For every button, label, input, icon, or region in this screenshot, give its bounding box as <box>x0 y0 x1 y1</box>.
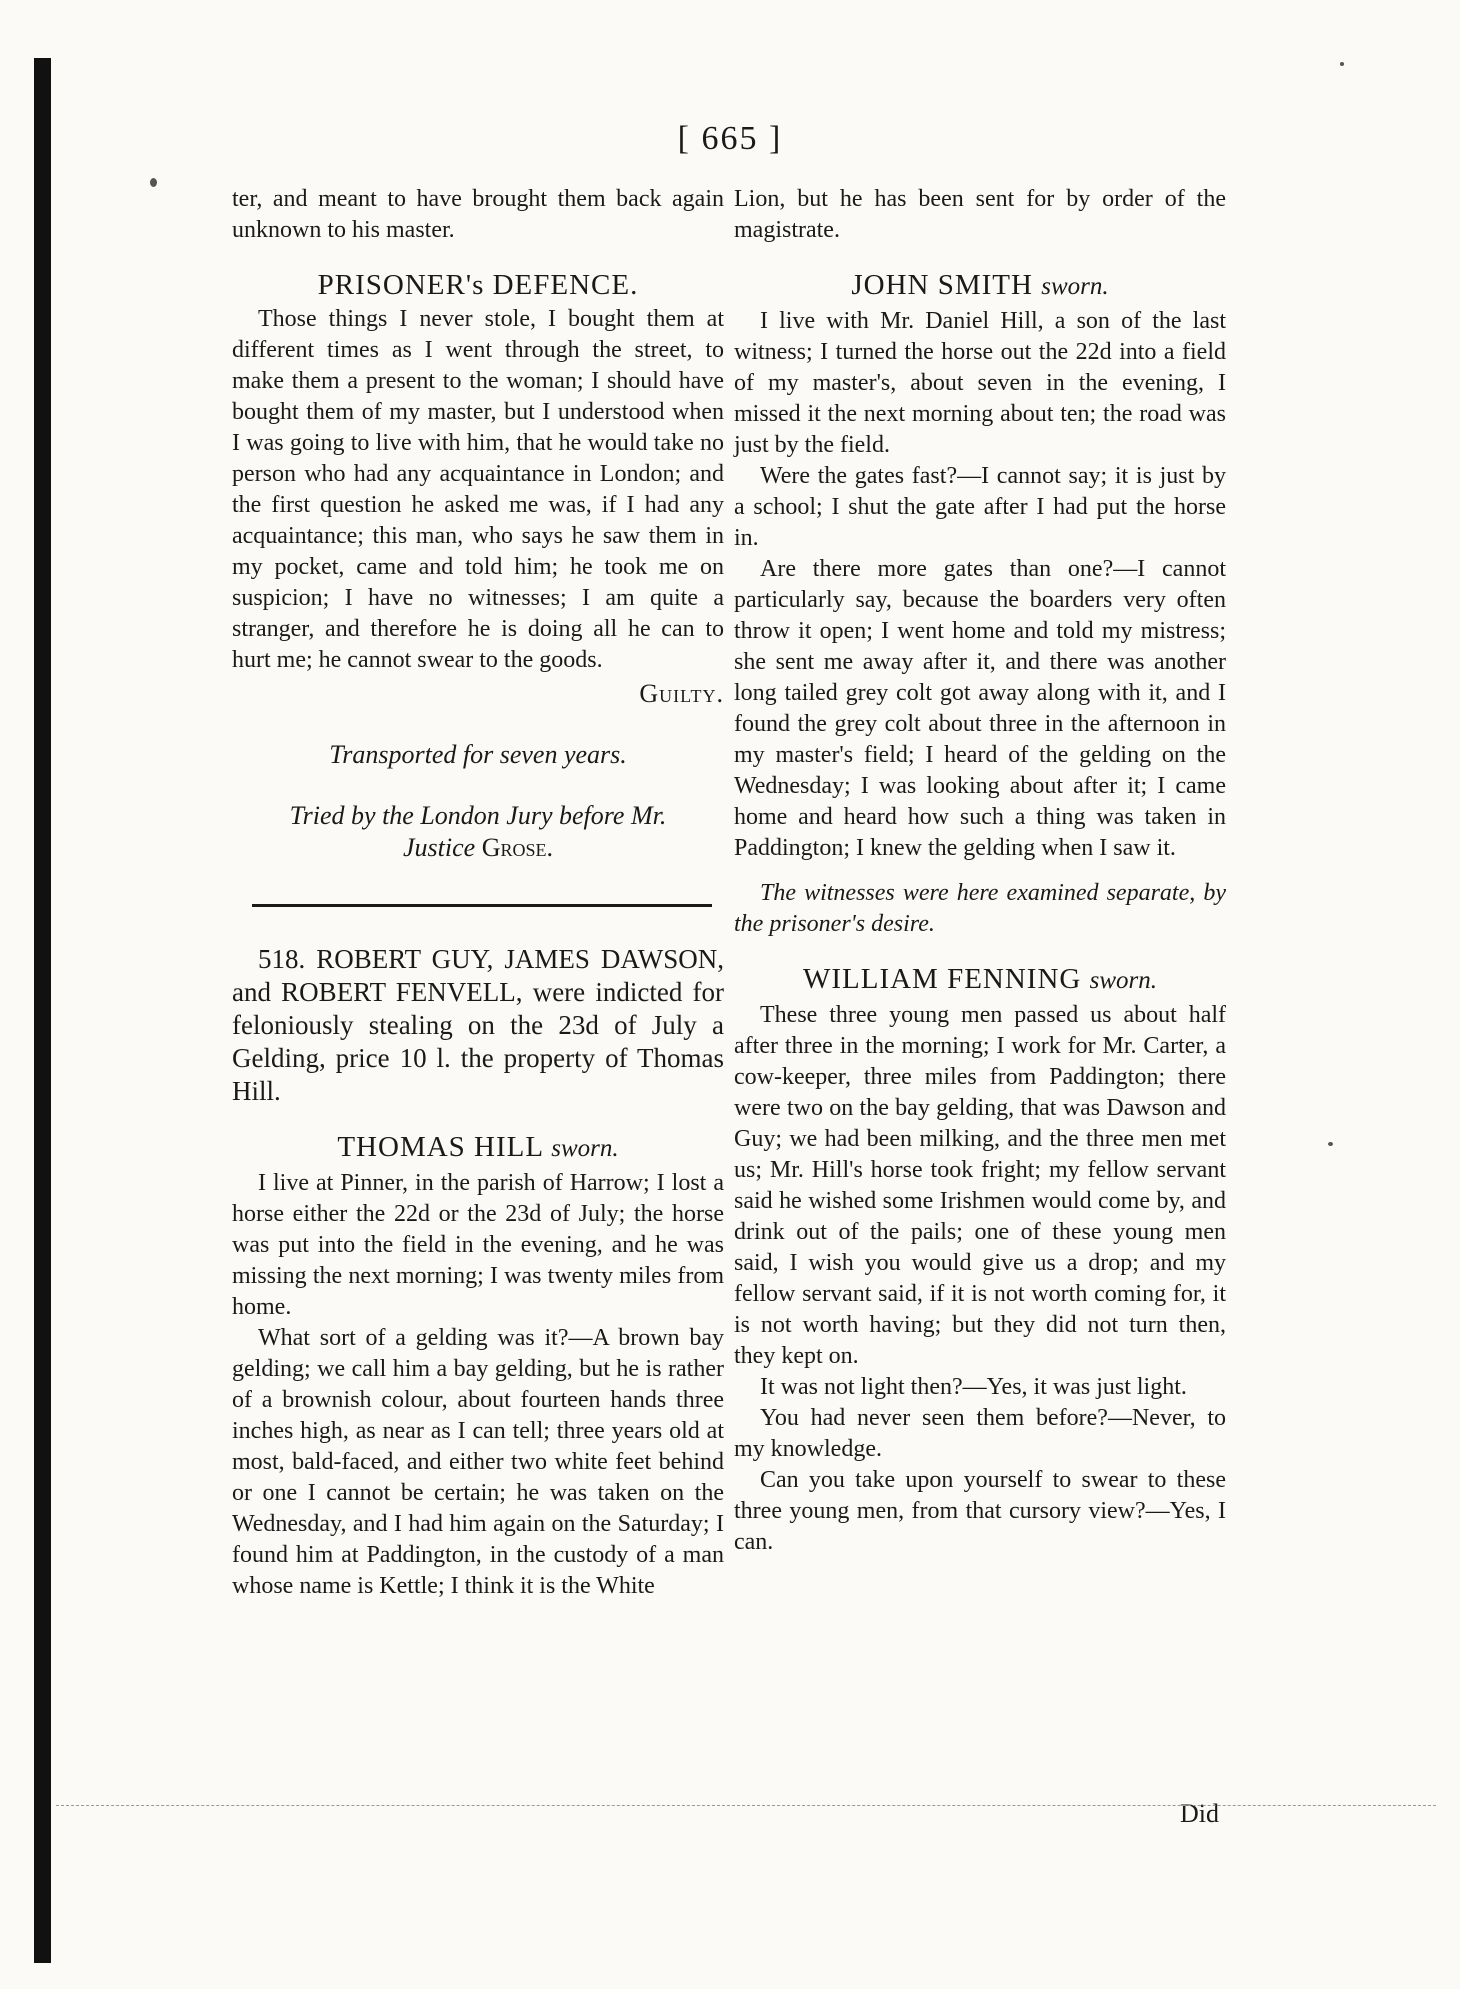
witness-heading <box>232 1130 724 1166</box>
witness-name: THOMAS HILL <box>337 1131 544 1163</box>
witness-heading <box>734 268 1226 304</box>
testimony-paragraph: I live at Pinner, in the parish of Harrow; I lost a horse either the 22d or the 23d of July; the horse was put into the field in the evening, and he was missing the next morning; I was twenty miles from home. <box>232 1170 724 1320</box>
verdict: Guilty. <box>639 679 724 708</box>
continuation-text: ter, and meant to have brought them back again unknown to his master. <box>232 186 724 243</box>
judge-name: Grose. <box>481 833 553 862</box>
defence-text: Those things I never stole, I bought them at different times as I went through the street, to make them a present to the woman; I should have bought them of my master, but I understood when I was going to live with him, that he would take no person who had any acquaintance in London; and the first question he asked me was, if I had any acquaintance; this man, who says he saw them in my pocket, came and told him; he took me on suspicion; I have no witnesses; I am quite a stranger, and therefore he is doing all he can to hurt me; he cannot swear to the goods. <box>232 306 724 673</box>
testimony-paragraph: It was not light then?—Yes, it was just light. <box>760 1374 1187 1400</box>
testimony-paragraph: Are there more gates than one?—I cannot particularly say, because the boarders very often throw it open; I went home and told my mistress; she sent me away after it, and there was another long tailed grey colt got away along with it, and I found the grey colt about three in the afternoon in my master's field; I heard of the gelding on the Wednesday; I was looking about after it; I came home and heard how such a thing was taken in Paddington; I knew the gelding when I saw it. <box>734 556 1226 861</box>
case-heading: 518. ROBERT GUY, JAMES DAWSON, and ROBERT FENVELL, were indicted for feloniously stealing on the 23d of July a Gelding, price 10 l. the property of Thomas Hill. <box>232 944 724 1106</box>
witness-name: JOHN SMITH <box>851 269 1033 301</box>
paper-speck <box>1328 1142 1333 1146</box>
left-column <box>232 184 724 1602</box>
testimony-paragraph: You had never seen them before?—Never, to my knowledge. <box>734 1405 1226 1462</box>
section-divider <box>252 904 712 907</box>
right-column <box>734 184 1226 1558</box>
defence-heading: PRISONER's DEFENCE. <box>317 269 639 301</box>
tried-prefix: Tried by the London Jury before Mr. Justice <box>289 801 667 862</box>
court-note: The witnesses were here examined separate, by the prisoner's desire. <box>734 880 1226 937</box>
continuation-text: Lion, but he has been sent for by order of the magistrate. <box>734 186 1226 243</box>
testimony-paragraph: Can you take upon yourself to swear to these three young men, from that cursory view?—Yes, I can. <box>734 1467 1226 1555</box>
page-foot-rule <box>56 1805 1436 1808</box>
testimony-paragraph: I live with Mr. Daniel Hill, a son of the last witness; I turned the horse out the 22d into a field of my master's, about seven in the evening, I missed it the next morning about ten; the road was just by the field. <box>734 308 1226 458</box>
witness-heading <box>734 962 1226 998</box>
binding-edge <box>34 58 51 1963</box>
witness-name: WILLIAM FENNING <box>802 963 1082 995</box>
testimony-paragraph: These three young men passed us about half after three in the morning; I work for Mr. Carter, a cow-keeper, three miles from Paddington; there were two on the bay gelding, that was Dawson and Guy; we had been milking, and the three men met us; Mr. Hill's horse took fright; my fellow servant said he wished some Irishmen would come by, and drink out of the pails; one of these young men said, I wish you would give us a drop; and my fellow servant said, if it is not worth coming for, it is not worth having; but they did not turn then, they kept on. <box>734 1002 1226 1369</box>
sentence: Transported for seven years. <box>329 740 627 769</box>
page-number: [ 665 ] <box>677 120 783 157</box>
paper-speck <box>150 178 157 187</box>
testimony-paragraph: Were the gates fast?—I cannot say; it is just by a school; I shut the gate after I had put the horse in. <box>734 463 1226 551</box>
testimony-paragraph: What sort of a gelding was it?—A brown bay gelding; we call him a bay gelding, but he is rather of a brownish colour, about fourteen hands three inches high, as near as I can tell; three years old at most, bald-faced, and either two white feet behind or one I cannot be certain; he was taken on the Wednesday, and I had him again on the Saturday; I found him at Paddington, in the custody of a man whose name is Kettle; I think it is the White <box>232 1325 724 1599</box>
sworn-label: sworn. <box>1041 273 1109 300</box>
sworn-label: sworn. <box>1089 967 1157 994</box>
tried-before <box>252 800 704 864</box>
paper-speck <box>1340 62 1344 66</box>
catchword: Did <box>1180 1799 1219 1828</box>
sworn-label: sworn. <box>551 1135 619 1162</box>
